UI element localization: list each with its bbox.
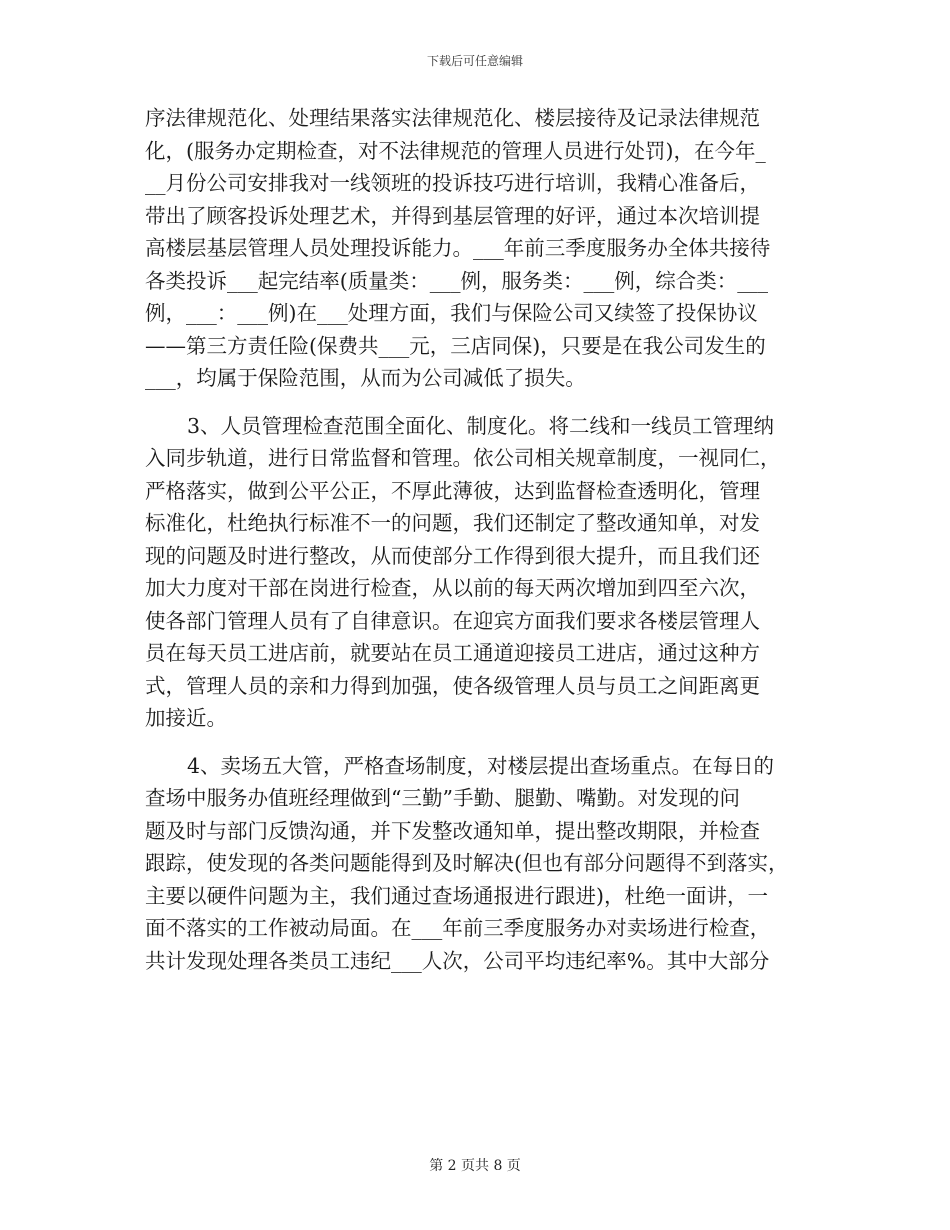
text-line: 高楼层基层管理人员处理投诉能力。___年前三季度服务办全体共接待 bbox=[145, 236, 771, 260]
paragraph-3 bbox=[145, 750, 805, 978]
text-line: 共计发现处理各类员工违纪___人次，公司平均违纪率%。其中大部分 bbox=[145, 948, 770, 973]
document-body bbox=[145, 102, 805, 977]
text-line: 4、卖场五大管，严格查场制度，对楼层提出查场重点。在每日的 bbox=[187, 753, 775, 778]
paragraph-spacer bbox=[145, 735, 805, 750]
text-line: 式，管理人员的亲和力得到加强，使各级管理人员与员工之间距离更 bbox=[145, 673, 760, 698]
text-line: 查场中服务办值班经理做到“三勤”手勤、腿勤、嘴勤。对发现的问 bbox=[145, 786, 740, 810]
page-header: 下载后可任意编辑 bbox=[426, 54, 523, 68]
text-line: 例，___：___例)在___处理方面，我们与保险公司又续签了投保协议 bbox=[145, 301, 758, 325]
text-line: 现的问题及时进行整改，从而使部分工作得到很大提升，而且我们还 bbox=[145, 543, 760, 568]
text-line: 带出了顾客投诉处理艺术，并得到基层管理的好评，通过本次培训提 bbox=[145, 203, 760, 228]
text-line: 员在每天员工进店前，就要站在员工通道迎接员工进店，通过这种方 bbox=[145, 641, 760, 665]
text-line: 加大力度对干部在岗进行检查，从以前的每天两次增加到四至六次， bbox=[145, 576, 760, 600]
text-line: 题及时与部门反馈沟通，并下发整改通知单，提出整改期限，并检查 bbox=[145, 818, 760, 843]
paragraph-1 bbox=[145, 102, 805, 395]
text-line: 标准化，杜绝执行标准不一的问题，我们还制定了整改通知单，对发 bbox=[145, 511, 760, 535]
text-line: ——第三方责任险(保费共___元，三店同保)，只要是在我公司发生的 bbox=[145, 333, 766, 358]
text-line: 化，(服务办定期检查，对不法律规范的管理人员进行处罚)，在今年_ bbox=[145, 138, 766, 163]
text-line: 3、人员管理检查范围全面化、制度化。将二线和一线员工管理纳 bbox=[187, 413, 775, 438]
text-line: ___，均属于保险范围，从而为公司减低了损失。 bbox=[145, 366, 586, 390]
page-footer: 第 2 页共 8 页 bbox=[429, 1158, 521, 1174]
text-line: 跟踪，使发现的各类问题能得到及时解决(但也有部分问题得不到落实， bbox=[145, 851, 789, 875]
paragraph-2 bbox=[145, 410, 805, 735]
text-line: 主要以硬件问题为主，我们通过查场通报进行跟进)，杜绝一面讲，一 bbox=[145, 883, 768, 908]
text-line: 序法律规范化、处理结果落实法律规范化、楼层接待及记录法律规范 bbox=[145, 106, 760, 130]
text-line: __月份公司安排我对一线领班的投诉技巧进行培训，我精心准备后， bbox=[145, 171, 760, 195]
text-line: 加接近。 bbox=[145, 706, 227, 730]
text-line: 面不落实的工作被动局面。在___年前三季度服务办对卖场进行检查， bbox=[145, 916, 771, 940]
text-line: 各类投诉___起完结率(质量类：___例，服务类：___例，综合类：___ bbox=[145, 268, 768, 293]
text-line: 使各部门管理人员有了自律意识。在迎宾方面我们要求各楼层管理人 bbox=[145, 608, 760, 633]
text-line: 严格落实，做到公平公正，不厚此薄彼，达到监督检查透明化，管理 bbox=[145, 478, 760, 503]
text-line: 入同步轨道，进行日常监督和管理。依公司相关规章制度，一视同仁， bbox=[145, 446, 781, 470]
paragraph-spacer bbox=[145, 395, 805, 410]
